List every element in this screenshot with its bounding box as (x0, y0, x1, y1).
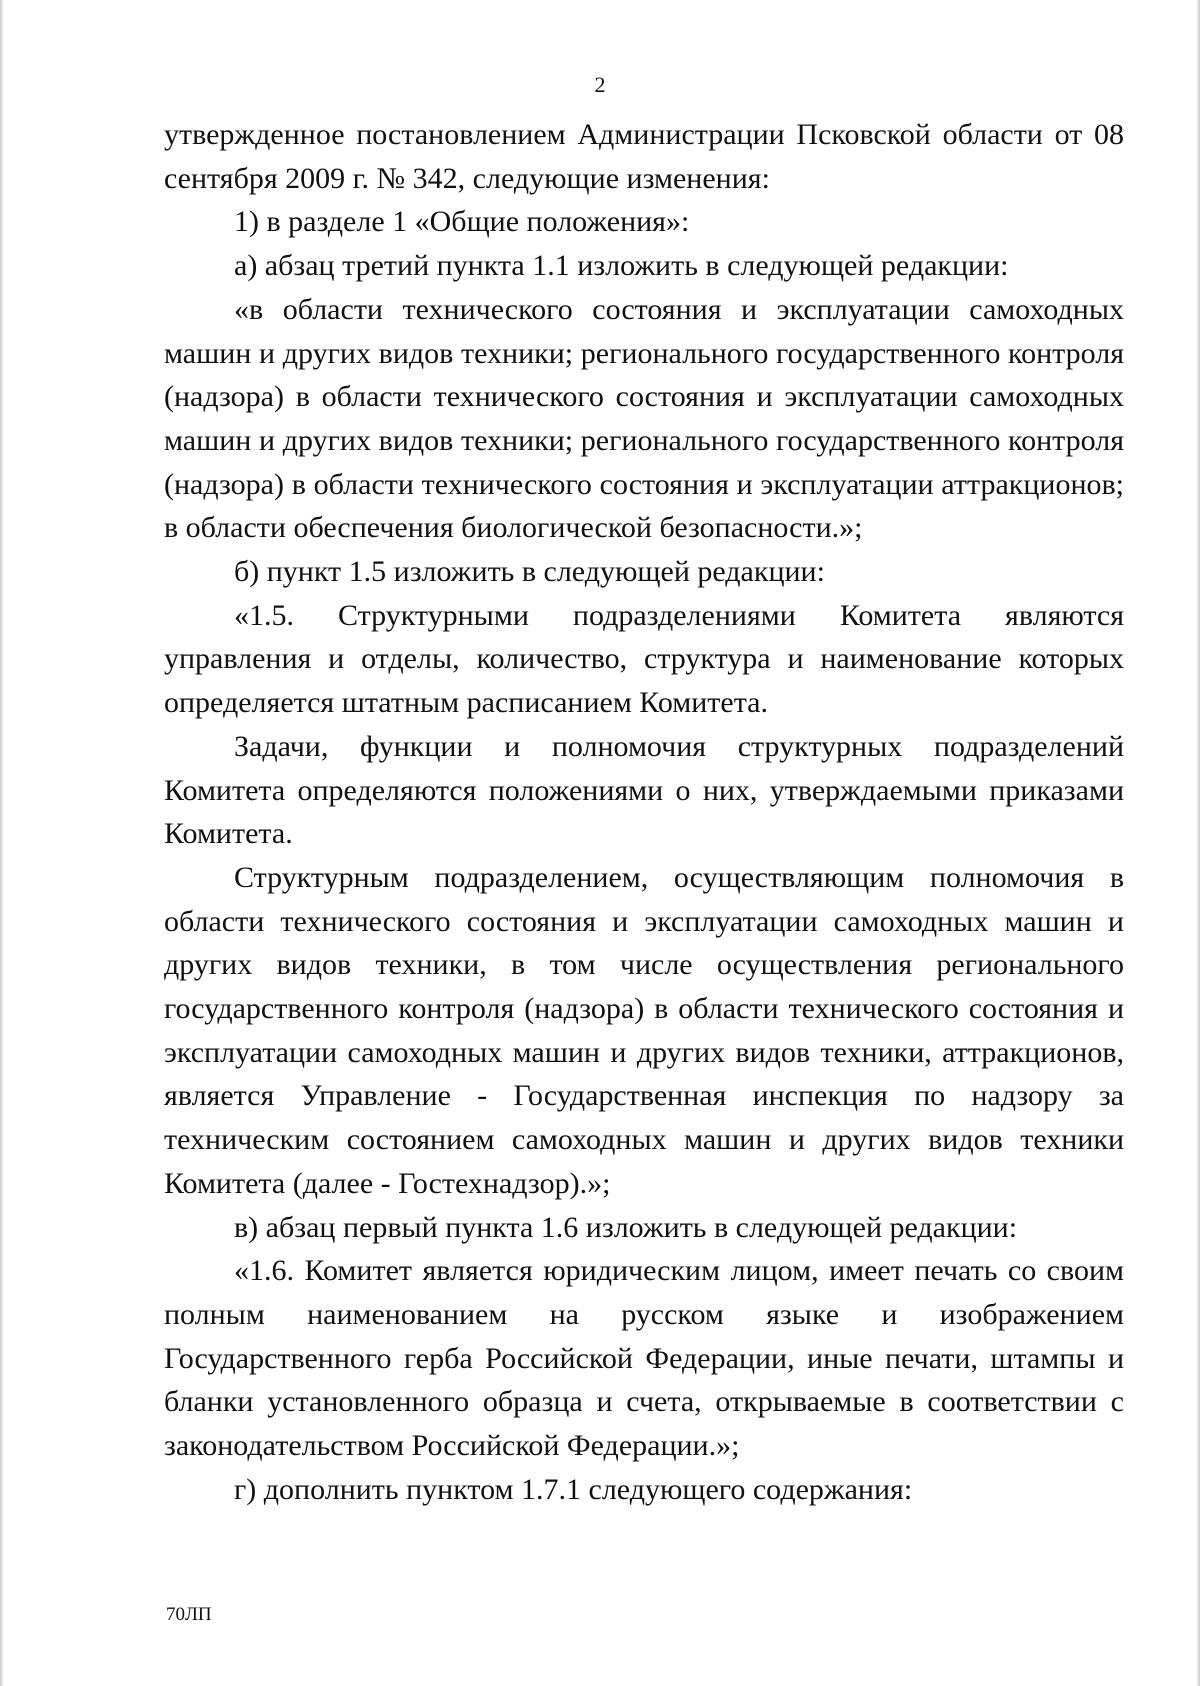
scan-edge-left (0, 0, 3, 1686)
paragraph-item-b: б) пункт 1.5 изложить в следующей редакции: (234, 555, 825, 589)
paragraph-item-v: в) абзац первый пункта 1.6 изложить в следующей редакции: (234, 1210, 1018, 1244)
paragraph-structural-unit: Структурным подразделением, осуществляющим полномочия в области технического состояния и эксплуатации самоходных машин и других видов техники, в том числе осуществления регионального государственного контроля (надзора) в области технического состояния и эксплуатации самоходных машин и других видов техники, аттракционов, является Управление - Государственная инспекция по надзору за техническим состоянием самоходных машин и других видов техники Комитета (далее - Гостехнадзор).»; (164, 860, 1124, 1200)
paragraph-item-g: г) дополнить пунктом 1.7.1 следующего содержания: (234, 1472, 913, 1506)
paragraph-tasks: Задачи, функции и полномочия структурных подразделений Комитета определяются положениями о них, утверждаемыми приказами Комитета. (164, 729, 1124, 851)
paragraph-item-a-text: «в области технического состояния и эксплуатации самоходных машин и других видов техники; регионального государственного контроля (надзора) в области технического состояния и эксплуатации самоходных машин и других видов техники; регионального государственного контроля (надзора) в области технического состояния и эксплуатации аттракционов; в области обеспечения биологической безопасности.»; (164, 292, 1124, 545)
footer-code: 70ЛП (166, 1604, 212, 1625)
document-body (164, 113, 1124, 1512)
paragraph-section-1: 1) в разделе 1 «Общие положения»: (234, 205, 690, 239)
page-number: 2 (594, 72, 606, 97)
paragraph-item-a: а) абзац третий пункта 1.1 изложить в следующей редакции: (234, 249, 1009, 283)
paragraph-point-1-5: «1.5. Структурными подразделениями Комитета являются управления и отделы, количество, структура и наименование которых определяется штатным расписанием Комитета. (164, 598, 1124, 720)
paragraph-point-1-6: «1.6. Комитет является юридическим лицом, имеет печать со своим полным наименованием на русском языке и изображением Государственного герба Российской Федерации, иные печати, штампы и бланки установленного образца и счета, открываемые в соответствии с законодательством Российской Федерации.»; (164, 1254, 1124, 1463)
paragraph-continuation: утвержденное постановлением Администрации Псковской области от 08 сентября 2009 г. № 342, следующие изменения: (164, 118, 1124, 195)
